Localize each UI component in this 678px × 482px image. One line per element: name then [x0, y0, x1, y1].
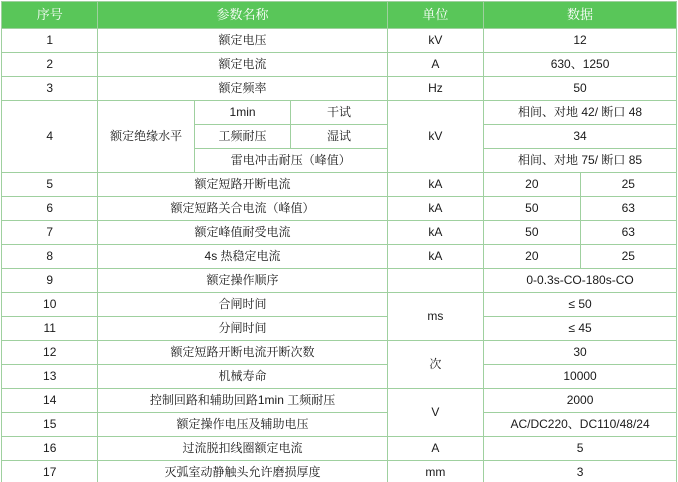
- table-row: [2, 293, 677, 317]
- row-data: ≤ 50: [484, 293, 677, 317]
- row-data: 10000: [484, 365, 677, 389]
- table-row: [2, 365, 677, 389]
- row-name: 额定频率: [98, 77, 387, 101]
- row-data-dry: 相间、对地 42/ 断口 48: [484, 101, 677, 125]
- row-name: 分闸时间: [98, 317, 387, 341]
- table-row: [2, 77, 677, 101]
- table-row: [2, 269, 677, 293]
- table-header-row: [2, 2, 677, 29]
- row-name: 过流脱扣线圈额定电流: [98, 437, 387, 461]
- row-data: AC/DC220、DC110/48/24: [484, 413, 677, 437]
- row-data: 630、1250: [484, 53, 677, 77]
- row-data-right: 25: [580, 245, 676, 269]
- row-unit: A: [387, 53, 483, 77]
- row-index: 2: [2, 53, 98, 77]
- row-name: 额定峰值耐受电流: [98, 221, 387, 245]
- row-data: 2000: [484, 389, 677, 413]
- row-name: 4s 热稳定电流: [98, 245, 387, 269]
- row-index: 13: [2, 365, 98, 389]
- row-index: 5: [2, 173, 98, 197]
- row-data-left: 20: [484, 173, 580, 197]
- row-index: 12: [2, 341, 98, 365]
- row-unit: 次: [387, 341, 483, 389]
- row-name: 额定电流: [98, 53, 387, 77]
- row-index: 7: [2, 221, 98, 245]
- row-index: 8: [2, 245, 98, 269]
- row-data: 30: [484, 341, 677, 365]
- row-unit: mm: [387, 461, 483, 482]
- row-index: 6: [2, 197, 98, 221]
- row-data-left: 20: [484, 245, 580, 269]
- row-name: 额定短路开断电流: [98, 173, 387, 197]
- row-name: 额定电压: [98, 29, 387, 53]
- row-unit: kV: [387, 101, 483, 173]
- sub-label-wet-test: 湿试: [291, 125, 387, 149]
- row-index: 3: [2, 77, 98, 101]
- row-name: 控制回路和辅助回路1min 工频耐压: [98, 389, 387, 413]
- row-index: 16: [2, 437, 98, 461]
- row-index: 4: [2, 101, 98, 173]
- row-index: 1: [2, 29, 98, 53]
- sub-label-power-frequency: 工频耐压: [194, 125, 290, 149]
- row-index: 15: [2, 413, 98, 437]
- row-name: 机械寿命: [98, 365, 387, 389]
- sub-label-dry-test: 干试: [291, 101, 387, 125]
- row-name: 额定短路关合电流（峰值）: [98, 197, 387, 221]
- sub-label-lightning-impulse: 雷电冲击耐压（峰值）: [194, 149, 387, 173]
- table-row: [2, 341, 677, 365]
- row-unit: kA: [387, 197, 483, 221]
- header-index: 序号: [2, 2, 98, 29]
- sub-label-1min: 1min: [194, 101, 290, 125]
- row-unit: V: [387, 389, 483, 437]
- table-row: [2, 413, 677, 437]
- specification-table: [1, 1, 677, 482]
- row-name: 额定操作电压及辅助电压: [98, 413, 387, 437]
- header-unit: 单位: [387, 2, 483, 29]
- header-parameter: 参数名称: [98, 2, 387, 29]
- row-data-right: 63: [580, 221, 676, 245]
- row-unit: [387, 269, 483, 293]
- table-row: [2, 437, 677, 461]
- row-unit: kA: [387, 221, 483, 245]
- row-data-left: 50: [484, 221, 580, 245]
- row-data: 5: [484, 437, 677, 461]
- table-row: [2, 461, 677, 482]
- table-row: [2, 29, 677, 53]
- row-data: 50: [484, 77, 677, 101]
- row-data: 0-0.3s-CO-180s-CO: [484, 269, 677, 293]
- row-unit: kA: [387, 173, 483, 197]
- table-body: [2, 29, 677, 482]
- row-index: 10: [2, 293, 98, 317]
- table-row: [2, 173, 677, 197]
- row-data-left: 50: [484, 197, 580, 221]
- row-data-lightning: 相间、对地 75/ 断口 85: [484, 149, 677, 173]
- row-unit: A: [387, 437, 483, 461]
- table-header: [2, 2, 677, 29]
- table-row: [2, 317, 677, 341]
- table-row: [2, 197, 677, 221]
- row-name: 合闸时间: [98, 293, 387, 317]
- row-index: 9: [2, 269, 98, 293]
- row-name: 灭弧室动静触头允许磨损厚度: [98, 461, 387, 482]
- table-row: [2, 245, 677, 269]
- table-row: [2, 101, 677, 125]
- row-unit: kA: [387, 245, 483, 269]
- row-index: 17: [2, 461, 98, 482]
- table-row: [2, 389, 677, 413]
- row-name: 额定短路开断电流开断次数: [98, 341, 387, 365]
- row-data-wet: 34: [484, 125, 677, 149]
- row-data-right: 25: [580, 173, 676, 197]
- row-name: 额定操作顺序: [98, 269, 387, 293]
- table-row: [2, 53, 677, 77]
- row-unit: kV: [387, 29, 483, 53]
- row-data-right: 63: [580, 197, 676, 221]
- row-data: ≤ 45: [484, 317, 677, 341]
- row-index: 11: [2, 317, 98, 341]
- row-index: 14: [2, 389, 98, 413]
- row-data: 12: [484, 29, 677, 53]
- header-data: 数据: [484, 2, 677, 29]
- row-unit: ms: [387, 293, 483, 341]
- row-name: 额定绝缘水平: [98, 101, 194, 173]
- row-data: 3: [484, 461, 677, 482]
- row-unit: Hz: [387, 77, 483, 101]
- table-row: [2, 221, 677, 245]
